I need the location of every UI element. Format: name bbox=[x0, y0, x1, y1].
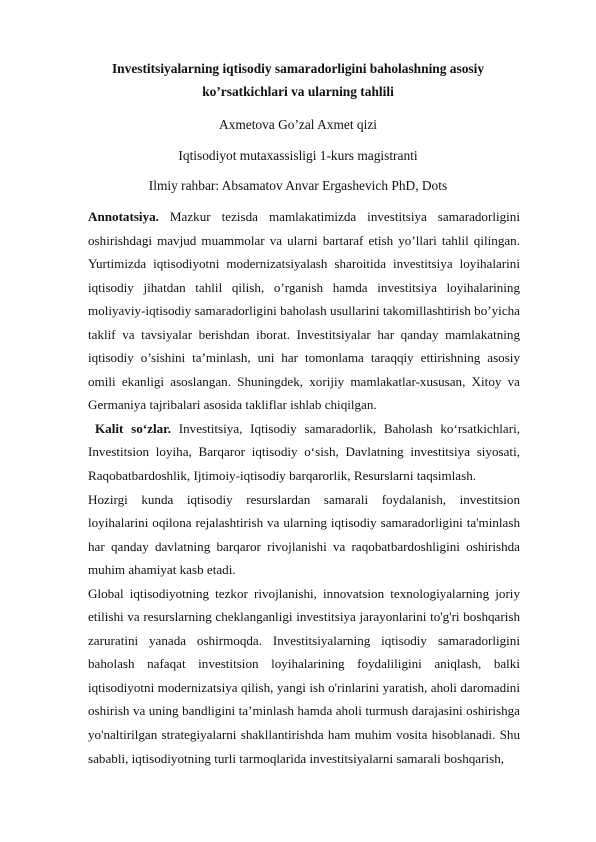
author-affiliation: Iqtisodiyot mutaxassisligi 1-kurs magistranti bbox=[178, 148, 418, 163]
document-body bbox=[88, 205, 520, 770]
scientific-supervisor: Ilmiy rahbar: Absamatov Anvar Ergashevich PhD, Dots bbox=[148, 178, 448, 193]
keywords-text: Investitsiya, Iqtisodiy samaradorlik, Baholash ko‘rsatkichlari, Investitsion loyiha, Barqaror iqtisodiy o‘sish, Davlatning investitsiya siyosati, Raqobatbardoshlik, Ijtimoiy-iqtisodiy barqarorlik, Resurslarni taqsimlash. bbox=[88, 420, 520, 484]
abstract-text: Mazkur tezisda mamlakatimizda investitsiya samaradorligini oshirishdagi mavjud muammolar va ularni bartaraf etish yo’llari tahlil qilingan. Yurtimizda iqtisodiyotni modernizatsiyalash sharoitida investitsiya loyihalarini iqtisodiy jihatdan tahlil qilish, o’rganish hamda investitsiya loyihalarining moliyaviy-iqtisodiy samaradorligini baholash usullarini takomillashtirish bo’yicha taklif va tavsiyalar berishdan iborat. Investitsiyalar har qanday mamlakatning iqtisodiy o’sishini ta’minlash, uni har tomonlama taraqqiy ettirishning asosiy omili ekanligi asoslangan. Shuningdek, xorijiy mamlakatlar-xususan, Xitoy va Germaniya tajribalari asosida takliflar ishlab chiqilgan. bbox=[88, 209, 520, 413]
paper-title-line-1: Investitsiyalarning iqtisodiy samaradorligini baholashning asosiy bbox=[111, 61, 485, 76]
abstract-paragraph bbox=[88, 205, 520, 417]
keywords-label: Kalit so‘zlar. bbox=[95, 420, 172, 436]
author-name: Axmetova Go’zal Axmet qizi bbox=[218, 117, 378, 132]
paper-title-line-2: ko’rsatkichlari va ularning tahlili bbox=[202, 84, 394, 99]
body-paragraph-1: Hozirgi kunda iqtisodiy resurslardan samarali foydalanish, investitsion loyihalarini oqilona rejalashtirish va ularning iqtisodiy samaradorligini ta'minlash har qanday davlatning barqaror rivojlanishi va raqobatbardoshligini oshirishda muhim ahamiyat kasb etadi. bbox=[88, 491, 520, 578]
abstract-label: Annotatsiya. bbox=[88, 209, 159, 224]
keywords-paragraph bbox=[88, 417, 520, 488]
body-paragraph-2: Global iqtisodiyotning tezkor rivojlanishi, innovatsion texnologiyalarning joriy etilishi va resurslarning cheklanganligi investitsiya jarayonlarini to'g'ri boshqarish zaruratini yanada oshirmoqda. Investitsiyalarning iqtisodiy samaradorligini baholash nafaqat investitsion loyihalarining foydaliligini aniqlash, balki iqtisodiyotni modernizatsiya qilish, yangi ish o'rinlarini yaratish, aholi daromadini oshirish va uning bandligini ta’minlash hamda aholi turmush darajasini oshirishga yo'naltirilgan strategiyalarni shakllantirishda ham muhim vosita hisoblanadi. Shu sababli, iqtisodiyotning turli tarmoqlarida investitsiyalarni samarali boshqarish, bbox=[88, 585, 520, 766]
paper-title bbox=[60, 57, 536, 103]
